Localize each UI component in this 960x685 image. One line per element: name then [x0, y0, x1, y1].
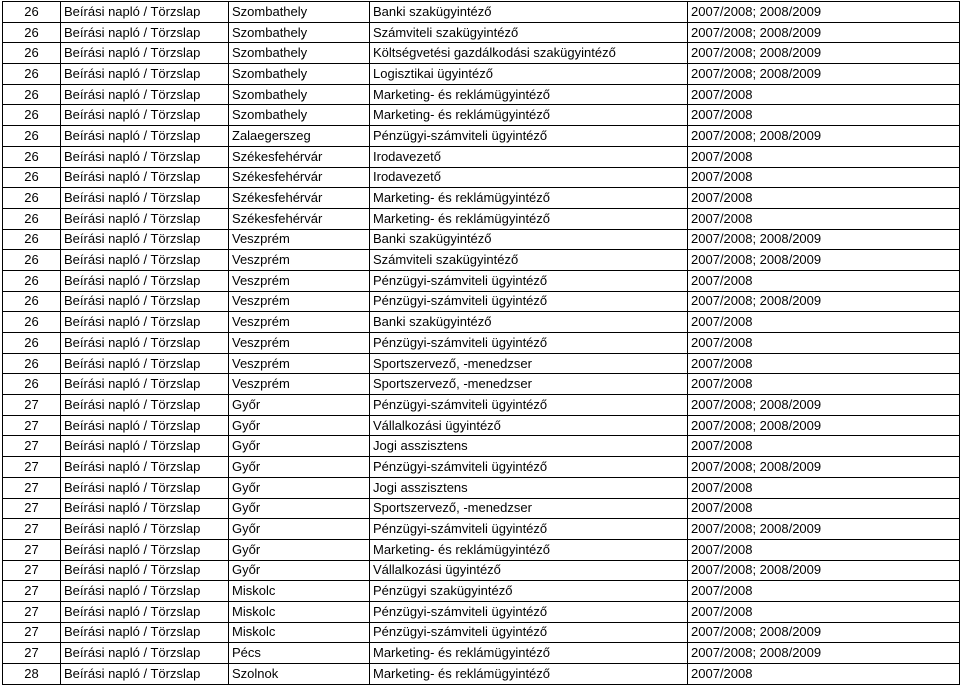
location-cell: Szombathely: [229, 84, 370, 105]
document-type-cell: Beírási napló / Törzslap: [61, 539, 229, 560]
document-type-cell: Beírási napló / Törzslap: [61, 64, 229, 85]
qualification-cell: Pénzügyi-számviteli ügyintéző: [370, 126, 688, 147]
qualification-cell: Számviteli szakügyintéző: [370, 22, 688, 43]
document-type-cell: Beírási napló / Törzslap: [61, 270, 229, 291]
table-row: [3, 208, 960, 229]
box-number-cell: 27: [3, 519, 61, 540]
location-cell: Győr: [229, 498, 370, 519]
qualification-cell: Marketing- és reklámügyintéző: [370, 188, 688, 209]
school-year-cell: 2007/2008; 2008/2009: [688, 457, 960, 478]
school-year-cell: 2007/2008: [688, 188, 960, 209]
school-year-cell: 2007/2008: [688, 664, 960, 685]
document-type-cell: Beírási napló / Törzslap: [61, 643, 229, 664]
document-type-cell: Beírási napló / Törzslap: [61, 333, 229, 354]
school-year-cell: 2007/2008; 2008/2009: [688, 519, 960, 540]
location-cell: Veszprém: [229, 312, 370, 333]
box-number-cell: 27: [3, 395, 61, 416]
school-year-cell: 2007/2008: [688, 270, 960, 291]
box-number-cell: 27: [3, 457, 61, 478]
document-type-cell: Beírási napló / Törzslap: [61, 250, 229, 271]
document-type-cell: Beírási napló / Törzslap: [61, 519, 229, 540]
school-year-cell: 2007/2008; 2008/2009: [688, 43, 960, 64]
document-type-cell: Beírási napló / Törzslap: [61, 560, 229, 581]
box-number-cell: 26: [3, 2, 61, 23]
qualification-cell: Banki szakügyintéző: [370, 312, 688, 333]
school-year-cell: 2007/2008: [688, 208, 960, 229]
box-number-cell: 26: [3, 333, 61, 354]
box-number-cell: 26: [3, 312, 61, 333]
qualification-cell: Sportszervező, -menedzser: [370, 498, 688, 519]
box-number-cell: 26: [3, 291, 61, 312]
school-year-cell: 2007/2008; 2008/2009: [688, 2, 960, 23]
school-year-cell: 2007/2008; 2008/2009: [688, 291, 960, 312]
table-row: [3, 539, 960, 560]
table-row: [3, 84, 960, 105]
qualification-cell: Sportszervező, -menedzser: [370, 374, 688, 395]
school-year-cell: 2007/2008: [688, 498, 960, 519]
box-number-cell: 27: [3, 601, 61, 622]
document-type-cell: Beírási napló / Törzslap: [61, 105, 229, 126]
location-cell: Veszprém: [229, 374, 370, 395]
table-row: [3, 229, 960, 250]
school-year-cell: 2007/2008: [688, 312, 960, 333]
location-cell: Miskolc: [229, 601, 370, 622]
table-row: [3, 250, 960, 271]
table-row: [3, 581, 960, 602]
qualification-cell: Marketing- és reklámügyintéző: [370, 105, 688, 126]
box-number-cell: 27: [3, 622, 61, 643]
school-year-cell: 2007/2008; 2008/2009: [688, 395, 960, 416]
qualification-cell: Pénzügyi-számviteli ügyintéző: [370, 395, 688, 416]
location-cell: Szombathely: [229, 105, 370, 126]
qualification-cell: Marketing- és reklámügyintéző: [370, 84, 688, 105]
table-row: [3, 270, 960, 291]
table-row: [3, 188, 960, 209]
qualification-cell: Banki szakügyintéző: [370, 2, 688, 23]
school-year-cell: 2007/2008; 2008/2009: [688, 622, 960, 643]
table-row: [3, 622, 960, 643]
school-year-cell: 2007/2008; 2008/2009: [688, 22, 960, 43]
school-year-cell: 2007/2008: [688, 333, 960, 354]
box-number-cell: 26: [3, 188, 61, 209]
document-type-cell: Beírási napló / Törzslap: [61, 374, 229, 395]
document-type-cell: Beírási napló / Törzslap: [61, 188, 229, 209]
location-cell: Miskolc: [229, 622, 370, 643]
box-number-cell: 26: [3, 126, 61, 147]
location-cell: Veszprém: [229, 291, 370, 312]
qualification-cell: Számviteli szakügyintéző: [370, 250, 688, 271]
location-cell: Győr: [229, 415, 370, 436]
location-cell: Győr: [229, 436, 370, 457]
qualification-cell: Pénzügyi szakügyintéző: [370, 581, 688, 602]
records-table: [2, 1, 960, 685]
table-row: [3, 601, 960, 622]
school-year-cell: 2007/2008; 2008/2009: [688, 250, 960, 271]
document-type-cell: Beírási napló / Törzslap: [61, 601, 229, 622]
document-type-cell: Beírási napló / Törzslap: [61, 2, 229, 23]
document-type-cell: Beírási napló / Törzslap: [61, 229, 229, 250]
document-type-cell: Beírási napló / Törzslap: [61, 477, 229, 498]
location-cell: Szombathely: [229, 43, 370, 64]
box-number-cell: 26: [3, 43, 61, 64]
location-cell: Győr: [229, 457, 370, 478]
table-row: [3, 477, 960, 498]
school-year-cell: 2007/2008: [688, 105, 960, 126]
location-cell: Győr: [229, 395, 370, 416]
qualification-cell: Marketing- és reklámügyintéző: [370, 643, 688, 664]
qualification-cell: Jogi asszisztens: [370, 477, 688, 498]
document-type-cell: Beírási napló / Törzslap: [61, 457, 229, 478]
box-number-cell: 27: [3, 539, 61, 560]
box-number-cell: 26: [3, 229, 61, 250]
qualification-cell: Banki szakügyintéző: [370, 229, 688, 250]
table-row: [3, 291, 960, 312]
document-type-cell: Beírási napló / Törzslap: [61, 436, 229, 457]
document-type-cell: Beírási napló / Törzslap: [61, 126, 229, 147]
document-type-cell: Beírási napló / Törzslap: [61, 84, 229, 105]
table-row: [3, 333, 960, 354]
location-cell: Veszprém: [229, 353, 370, 374]
qualification-cell: Marketing- és reklámügyintéző: [370, 539, 688, 560]
document-type-cell: Beírási napló / Törzslap: [61, 664, 229, 685]
table-row: [3, 2, 960, 23]
table-row: [3, 22, 960, 43]
document-type-cell: Beírási napló / Törzslap: [61, 146, 229, 167]
box-number-cell: 26: [3, 105, 61, 126]
qualification-cell: Irodavezető: [370, 167, 688, 188]
location-cell: Veszprém: [229, 270, 370, 291]
table-row: [3, 105, 960, 126]
location-cell: Győr: [229, 477, 370, 498]
school-year-cell: 2007/2008; 2008/2009: [688, 560, 960, 581]
school-year-cell: 2007/2008; 2008/2009: [688, 64, 960, 85]
qualification-cell: Pénzügyi-számviteli ügyintéző: [370, 270, 688, 291]
table-row: [3, 643, 960, 664]
qualification-cell: Pénzügyi-számviteli ügyintéző: [370, 519, 688, 540]
location-cell: Szombathely: [229, 22, 370, 43]
table-row: [3, 43, 960, 64]
qualification-cell: Pénzügyi-számviteli ügyintéző: [370, 601, 688, 622]
table-row: [3, 395, 960, 416]
document-type-cell: Beírási napló / Törzslap: [61, 581, 229, 602]
location-cell: Szombathely: [229, 2, 370, 23]
school-year-cell: 2007/2008: [688, 436, 960, 457]
table-row: [3, 664, 960, 685]
qualification-cell: Pénzügyi-számviteli ügyintéző: [370, 622, 688, 643]
location-cell: Székesfehérvár: [229, 167, 370, 188]
location-cell: Veszprém: [229, 250, 370, 271]
box-number-cell: 27: [3, 560, 61, 581]
document-type-cell: Beírási napló / Törzslap: [61, 415, 229, 436]
school-year-cell: 2007/2008: [688, 539, 960, 560]
table-row: [3, 146, 960, 167]
school-year-cell: 2007/2008: [688, 146, 960, 167]
location-cell: Győr: [229, 560, 370, 581]
qualification-cell: Pénzügyi-számviteli ügyintéző: [370, 457, 688, 478]
location-cell: Győr: [229, 519, 370, 540]
box-number-cell: 26: [3, 84, 61, 105]
document-type-cell: Beírási napló / Törzslap: [61, 22, 229, 43]
document-type-cell: Beírási napló / Törzslap: [61, 208, 229, 229]
location-cell: Székesfehérvár: [229, 208, 370, 229]
qualification-cell: Logisztikai ügyintéző: [370, 64, 688, 85]
school-year-cell: 2007/2008: [688, 84, 960, 105]
location-cell: Veszprém: [229, 333, 370, 354]
table-row: [3, 415, 960, 436]
qualification-cell: Vállalkozási ügyintéző: [370, 560, 688, 581]
qualification-cell: Költségvetési gazdálkodási szakügyintéző: [370, 43, 688, 64]
box-number-cell: 26: [3, 208, 61, 229]
document-type-cell: Beírási napló / Törzslap: [61, 167, 229, 188]
location-cell: Zalaegerszeg: [229, 126, 370, 147]
box-number-cell: 26: [3, 374, 61, 395]
table-row: [3, 519, 960, 540]
location-cell: Győr: [229, 539, 370, 560]
qualification-cell: Sportszervező, -menedzser: [370, 353, 688, 374]
table-row: [3, 498, 960, 519]
school-year-cell: 2007/2008; 2008/2009: [688, 415, 960, 436]
box-number-cell: 27: [3, 581, 61, 602]
location-cell: Pécs: [229, 643, 370, 664]
document-type-cell: Beírási napló / Törzslap: [61, 498, 229, 519]
document-type-cell: Beírási napló / Törzslap: [61, 395, 229, 416]
location-cell: Székesfehérvár: [229, 188, 370, 209]
school-year-cell: 2007/2008; 2008/2009: [688, 229, 960, 250]
document-type-cell: Beírási napló / Törzslap: [61, 353, 229, 374]
box-number-cell: 26: [3, 64, 61, 85]
table-row: [3, 374, 960, 395]
box-number-cell: 26: [3, 146, 61, 167]
location-cell: Székesfehérvár: [229, 146, 370, 167]
document-type-cell: Beírási napló / Törzslap: [61, 622, 229, 643]
location-cell: Veszprém: [229, 229, 370, 250]
qualification-cell: Marketing- és reklámügyintéző: [370, 664, 688, 685]
qualification-cell: Vállalkozási ügyintéző: [370, 415, 688, 436]
box-number-cell: 27: [3, 477, 61, 498]
box-number-cell: 26: [3, 22, 61, 43]
box-number-cell: 26: [3, 353, 61, 374]
location-cell: Szolnok: [229, 664, 370, 685]
school-year-cell: 2007/2008; 2008/2009: [688, 643, 960, 664]
qualification-cell: Marketing- és reklámügyintéző: [370, 208, 688, 229]
document-type-cell: Beírási napló / Törzslap: [61, 291, 229, 312]
location-cell: Miskolc: [229, 581, 370, 602]
school-year-cell: 2007/2008: [688, 167, 960, 188]
location-cell: Szombathely: [229, 64, 370, 85]
school-year-cell: 2007/2008: [688, 477, 960, 498]
table-row: [3, 64, 960, 85]
school-year-cell: 2007/2008: [688, 374, 960, 395]
qualification-cell: Irodavezető: [370, 146, 688, 167]
table-row: [3, 560, 960, 581]
school-year-cell: 2007/2008: [688, 601, 960, 622]
qualification-cell: Pénzügyi-számviteli ügyintéző: [370, 333, 688, 354]
table-row: [3, 457, 960, 478]
table-row: [3, 126, 960, 147]
document-type-cell: Beírási napló / Törzslap: [61, 312, 229, 333]
box-number-cell: 27: [3, 415, 61, 436]
school-year-cell: 2007/2008: [688, 581, 960, 602]
box-number-cell: 26: [3, 167, 61, 188]
qualification-cell: Jogi asszisztens: [370, 436, 688, 457]
school-year-cell: 2007/2008: [688, 353, 960, 374]
box-number-cell: 26: [3, 250, 61, 271]
table-row: [3, 167, 960, 188]
table-row: [3, 353, 960, 374]
table-row: [3, 436, 960, 457]
school-year-cell: 2007/2008; 2008/2009: [688, 126, 960, 147]
table-row: [3, 312, 960, 333]
table-body: [3, 2, 960, 685]
box-number-cell: 28: [3, 664, 61, 685]
document-type-cell: Beírási napló / Törzslap: [61, 43, 229, 64]
box-number-cell: 27: [3, 643, 61, 664]
qualification-cell: Pénzügyi-számviteli ügyintéző: [370, 291, 688, 312]
box-number-cell: 27: [3, 436, 61, 457]
box-number-cell: 26: [3, 270, 61, 291]
box-number-cell: 27: [3, 498, 61, 519]
